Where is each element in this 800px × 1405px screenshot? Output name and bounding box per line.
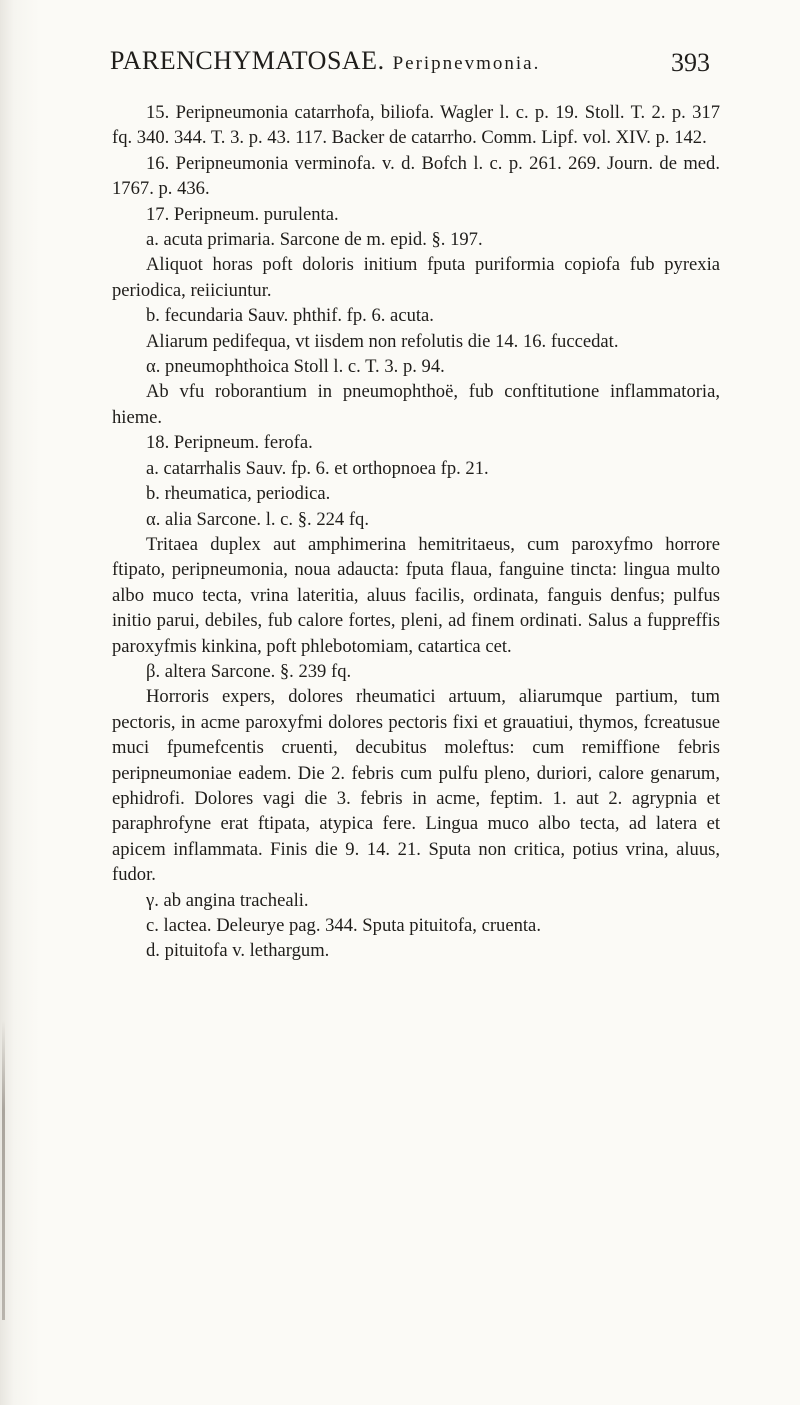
entry-18b-gamma: γ. ab angina tracheali. (146, 889, 309, 911)
entry-18c: c. lactea. Deleurye pag. 344. Sputa pituitofa, cruenta. (146, 915, 541, 936)
entry-17a: a. acuta primaria. Sarcone de m. epid. §. 197. (146, 229, 483, 251)
entry-17b-alpha-text: Ab vfu roborantium in pneumophthoë, fub conftitutione inflammatoria, hieme. (112, 381, 720, 428)
entry-18: 18. Peripneum. ferofa. (146, 432, 313, 454)
entry-18b-alpha: α. alia Sarcone. l. c. §. 224 fq. (146, 508, 369, 530)
entry-18b-beta: β. altera Sarcone. §. 239 fq. (146, 660, 352, 682)
entry-17b-text: Aliarum pedifequa, vt iisdem non refolutis die 14. 16. fuccedat. (146, 330, 619, 352)
page-header (110, 46, 710, 86)
entry-16: 16. Peripneumonia verminofa. v. d. Bofch l. c. p. 261. 269. Journ. de med. 1767. p. 436. (112, 152, 720, 200)
page-number: 393 (671, 48, 710, 77)
page-body (112, 100, 720, 964)
entry-15: 15. Peripneumonia catarrhofa, biliofa. Wagler l. c. p. 19. Stoll. T. 2. p. 317 fq. 340. 344. T. 3. p. 43. 117. Backer de catarrho. Comm. Lipf. vol. XIV. p. 142. (112, 102, 720, 149)
section-title: Peripnevmonia. (392, 53, 541, 74)
entry-18b-beta-text: Horroris expers, dolores rheumatici artuum, aliarumque partium, tum pectoris, in acme paroxyfmi dolores pectoris fixi et grauatiui, thymos, fcreatusue muci fpumefcentis cruenti, decubitus moleftus: cum remiffione febris peripneumoniae eadem. Die 2. febris cum pulfu pleno, duriori, calore genarum, ephidrofi. Dolores vagi die 3. febris in acme, feptim. 1. aut 2. agrypnia et paraphrofyne erat ftipata, atypica fere. Lingua muco albo tecta, ad latera et apicem inflammata. Finis die 9. 14. 21. Sputa non critica, potius vrina, aluus, fudor. (112, 686, 720, 886)
entry-17b-alpha: α. pneumophthoica Stoll l. c. T. 3. p. 94. (146, 356, 445, 378)
entry-18b: b. rheumatica, periodica. (146, 483, 331, 505)
entry-18a: a. catarrhalis Sauv. fp. 6. et orthopnoea fp. 21. (146, 457, 489, 479)
entry-18b-alpha-text: Tritaea duplex aut amphimerina hemitritaeus, cum paroxyfmo horrore ftipato, peripneumonia, noua adaucta: fputa flaua, fanguine tincta: lingua multo albo muco tecta, vrina lateritia, aluus facilis, ordinata, fanguis denfus; pulfus initio parui, debiles, fub calore fortes, pleni, ad finem ordinati. Salus a fuppreffis paroxyfmis kinkina, poft phlebotomiam, catartica cet. (112, 533, 720, 657)
running-title: PARENCHYMATOSAE. Peripnevmonia. (110, 46, 541, 75)
binding-shadow (2, 1020, 5, 1320)
entry-17: 17. Peripneum. purulenta. (146, 203, 339, 225)
entry-17a-text: Aliquot horas poft doloris initium fputa puriformia copiofa fub pyrexia periodica, reiiciuntur. (112, 254, 720, 301)
entry-18d: d. pituitofa v. lethargum. (146, 940, 330, 962)
entry-17b: b. fecundaria Sauv. phthif. fp. 6. acuta. (146, 305, 434, 327)
